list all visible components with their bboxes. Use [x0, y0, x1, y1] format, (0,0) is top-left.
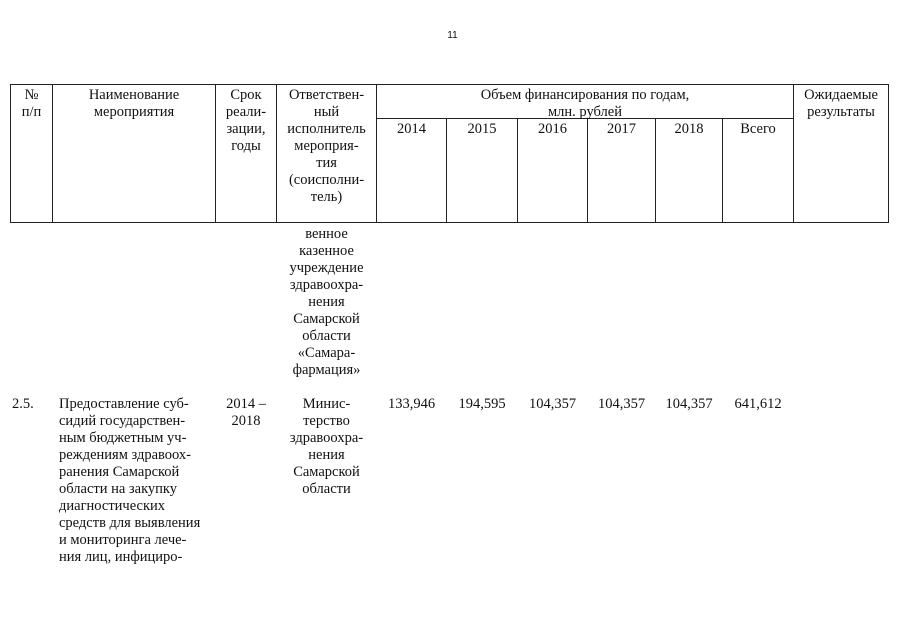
header-bottom-border [10, 222, 888, 223]
header-year-2018: 2018 [674, 121, 704, 137]
header-year-2015: 2015 [467, 121, 497, 137]
header-responsible: Ответствен- ный исполнитель мероприя- тия (соисполни- тель) [287, 87, 366, 205]
header-event-name: Наименование мероприятия [88, 87, 180, 120]
header-total: Всего [740, 121, 776, 137]
row-responsible: Минис- терство здравоохра- нения Самарской области [289, 396, 364, 497]
header-term: Срок реали- зации, годы [225, 87, 267, 154]
divider [888, 84, 889, 223]
row-value-2017: 104,357 [597, 396, 646, 412]
row-event-name: Предоставление суб- сидий государствен- ным бюджетным уч- реждениям здравоох- ранения Самарской области на закупку диагностических средств для выявления и мониторинга лече- ния лиц, инфициро- [59, 396, 201, 565]
header-year-2017: 2017 [607, 121, 636, 137]
row-value-2016: 104,357 [528, 396, 577, 412]
page-number: 11 [447, 30, 458, 41]
header-top-border [10, 84, 888, 85]
header-funding: Объем финансирования по годам, млн. рублей [480, 87, 690, 120]
header-year-2014: 2014 [397, 121, 426, 137]
continuation-responsible: венное казенное учреждение здравоохра- нения Самарской области «Самара- фармация» [289, 226, 364, 378]
row-value-2015: 194,595 [458, 396, 506, 412]
header-year-2016: 2016 [538, 121, 567, 137]
row-value-2014: 133,946 [387, 396, 436, 412]
row-value-total: 641,612 [734, 396, 782, 412]
header-number: № п/п [21, 87, 42, 120]
row-term: 2014 – 2018 [226, 396, 266, 429]
header-expected-results: Ожидаемые результаты [804, 87, 878, 120]
row-value-2018: 104,357 [665, 396, 713, 412]
table-header [0, 84, 905, 224]
row-number: 2.5. [12, 396, 34, 412]
